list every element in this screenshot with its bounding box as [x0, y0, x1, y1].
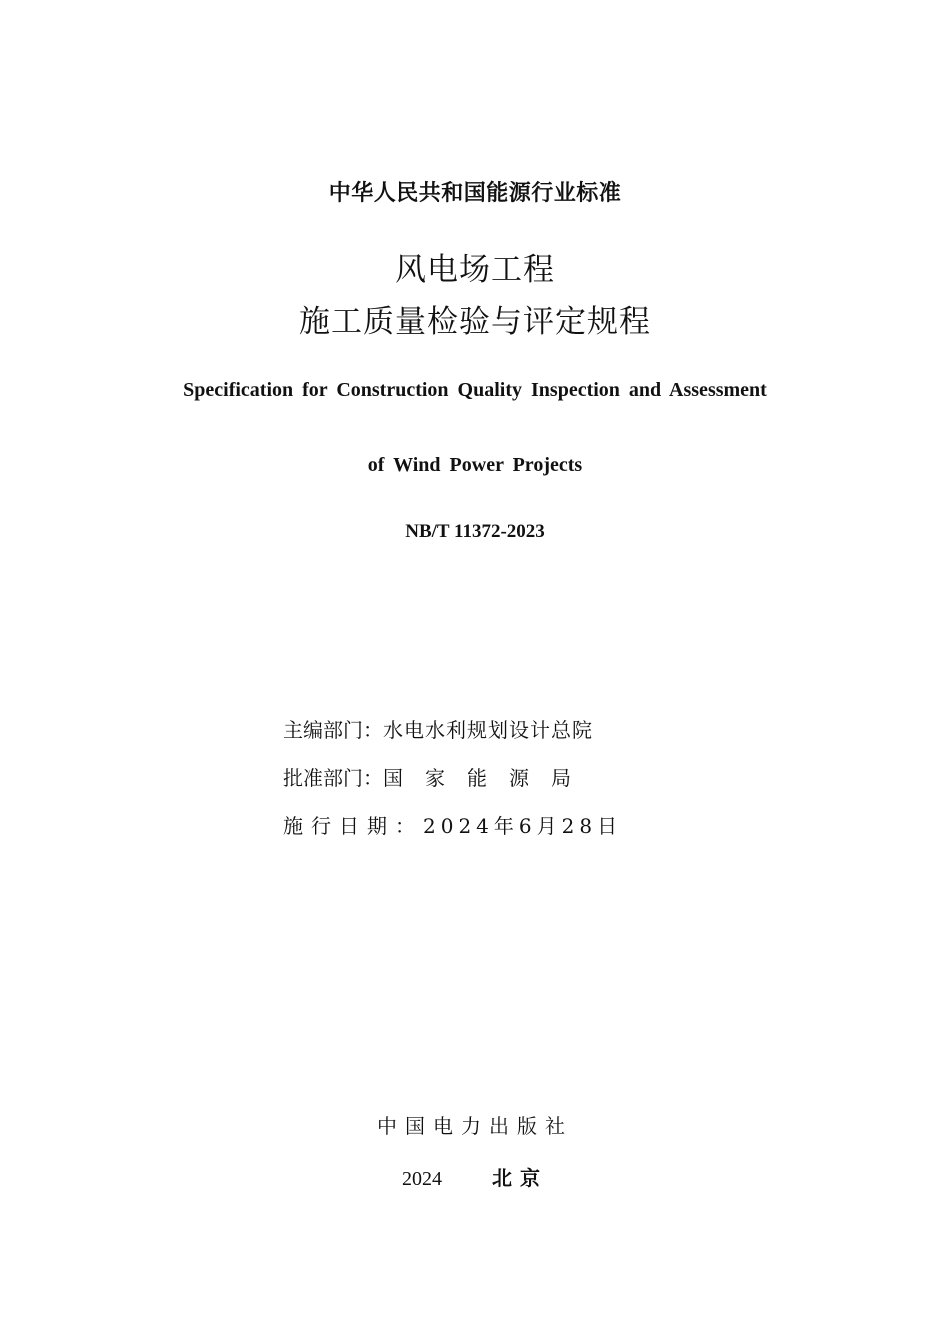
- standard-category-heading: 中华人民共和国能源行业标准: [328, 181, 622, 206]
- publication-year: 2024: [402, 1168, 442, 1190]
- english-title-line-1: Specification for Construction Quality Inspection and Assessment: [183, 379, 767, 401]
- effective-date-row: [283, 810, 643, 858]
- approving-department-value: 国家能源局: [383, 766, 593, 790]
- issuance-info-block: [283, 714, 643, 858]
- standard-number: NB/T 11372-2023: [405, 521, 545, 542]
- chinese-title-line-2: 施工质量检验与评定规程: [299, 304, 651, 340]
- approving-department-label: 批准部门：: [283, 766, 383, 790]
- approving-department-row: [283, 762, 643, 810]
- publication-city: 北京: [492, 1166, 548, 1190]
- editor-department-value: 水电水利规划设计总院: [383, 718, 593, 742]
- effective-date-label: 施行日期：: [283, 814, 423, 838]
- english-title-line-2: of Wind Power Projects: [367, 454, 583, 476]
- editor-department-row: [283, 714, 643, 762]
- publisher-name: 中国电力出版社: [377, 1114, 573, 1138]
- editor-department-label: 主编部门：: [283, 718, 383, 742]
- publication-line: [0, 1162, 950, 1191]
- effective-date-value: 2024年6月28日: [423, 814, 623, 838]
- chinese-title-line-1: 风电场工程: [395, 252, 555, 288]
